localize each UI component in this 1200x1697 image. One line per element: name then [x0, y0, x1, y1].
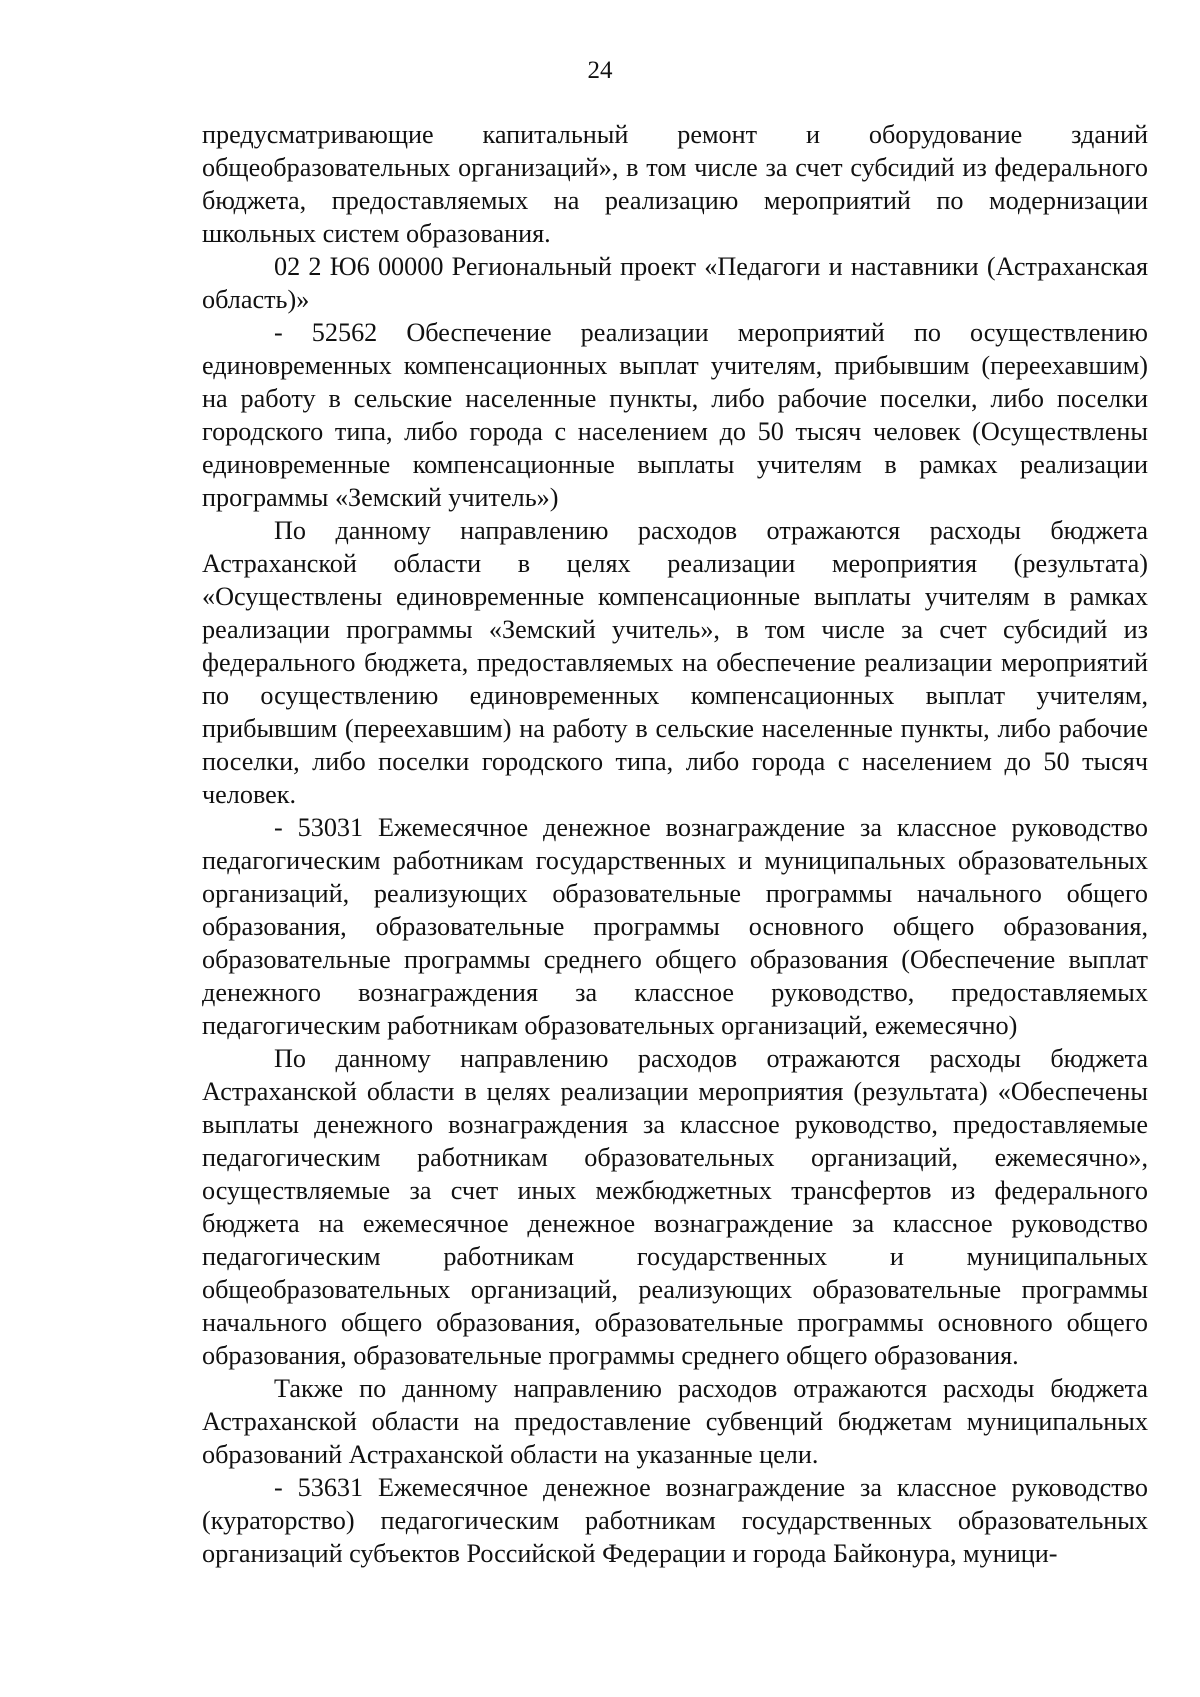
paragraph-52562-description: По данному направлению расходов отражаются расходы бюджета Астраханской области в целях реализации мероприятия (результата) «Осуществлены единовременные компенсационные выплаты учителям в рамках реализации программы «Земский учитель», в том числе за счет субсидий из федерального бюджета, предоставляемых на обеспечение реализации мероприятий по осуществлению единовременных компенсационных выплат учителям, прибывшим (переехавшим) на работу в сельские населенные пункты, либо рабочие поселки, либо поселки городского типа, либо города с населением до 50 тысяч человек. [202, 516, 1148, 809]
paragraph-regional-project-heading: 02 2 Ю6 00000 Региональный проект «Педагоги и наставники (Астраханская область)» [202, 252, 1148, 314]
document-body [202, 118, 1148, 1570]
paragraph-code-53631: - 53631 Ежемесячное денежное вознаграждение за классное руководство (кураторство) педагогическим работникам государственных образовательных организаций субъектов Российской Федерации и города Байконура, муници- [202, 1473, 1148, 1568]
page-number: 24 [587, 57, 613, 84]
paragraph-subventions-note: Также по данному направлению расходов отражаются расходы бюджета Астраханской области на предоставление субвенций бюджетам муниципальных образований Астраханской области на указанные цели. [202, 1374, 1148, 1469]
paragraph-continuation: предусматривающие капитальный ремонт и оборудование зданий общеобразовательных организаций», в том числе за счет субсидий из федерального бюджета, предоставляемых на реализацию мероприятий по модернизации школьных систем образования. [202, 120, 1148, 248]
paragraph-53031-description: По данному направлению расходов отражаются расходы бюджета Астраханской области в целях реализации мероприятия (результата) «Обеспечены выплаты денежного вознаграждения за классное руководство, предоставляемые педагогическим работникам образовательных организаций, ежемесячно», осуществляемые за счет иных межбюджетных трансфертов из федерального бюджета на ежемесячное денежное вознаграждение за классное руководство педагогическим работникам государственных и муниципальных общеобразовательных организаций, реализующих образовательные программы начального общего образования, образовательные программы основного общего образования, образовательные программы среднего общего образования. [202, 1044, 1148, 1370]
paragraph-code-52562: - 52562 Обеспечение реализации мероприятий по осуществлению единовременных компенсационных выплат учителям, прибывшим (переехавшим) на работу в сельские населенные пункты, либо рабочие поселки, либо поселки городского типа, либо города с населением до 50 тысяч человек (Осуществлены единовременные компенсационные выплаты учителям в рамках реализации программы «Земский учитель») [202, 318, 1148, 512]
paragraph-code-53031: - 53031 Ежемесячное денежное вознаграждение за классное руководство педагогическим работникам государственных и муниципальных образовательных организаций, реализующих образовательные программы начального общего образования, образовательные программы основного общего образования, образовательные программы среднего общего образования (Обеспечение выплат денежного вознаграждения за классное руководство, предоставляемых педагогическим работникам образовательных организаций, ежемесячно) [202, 813, 1148, 1040]
